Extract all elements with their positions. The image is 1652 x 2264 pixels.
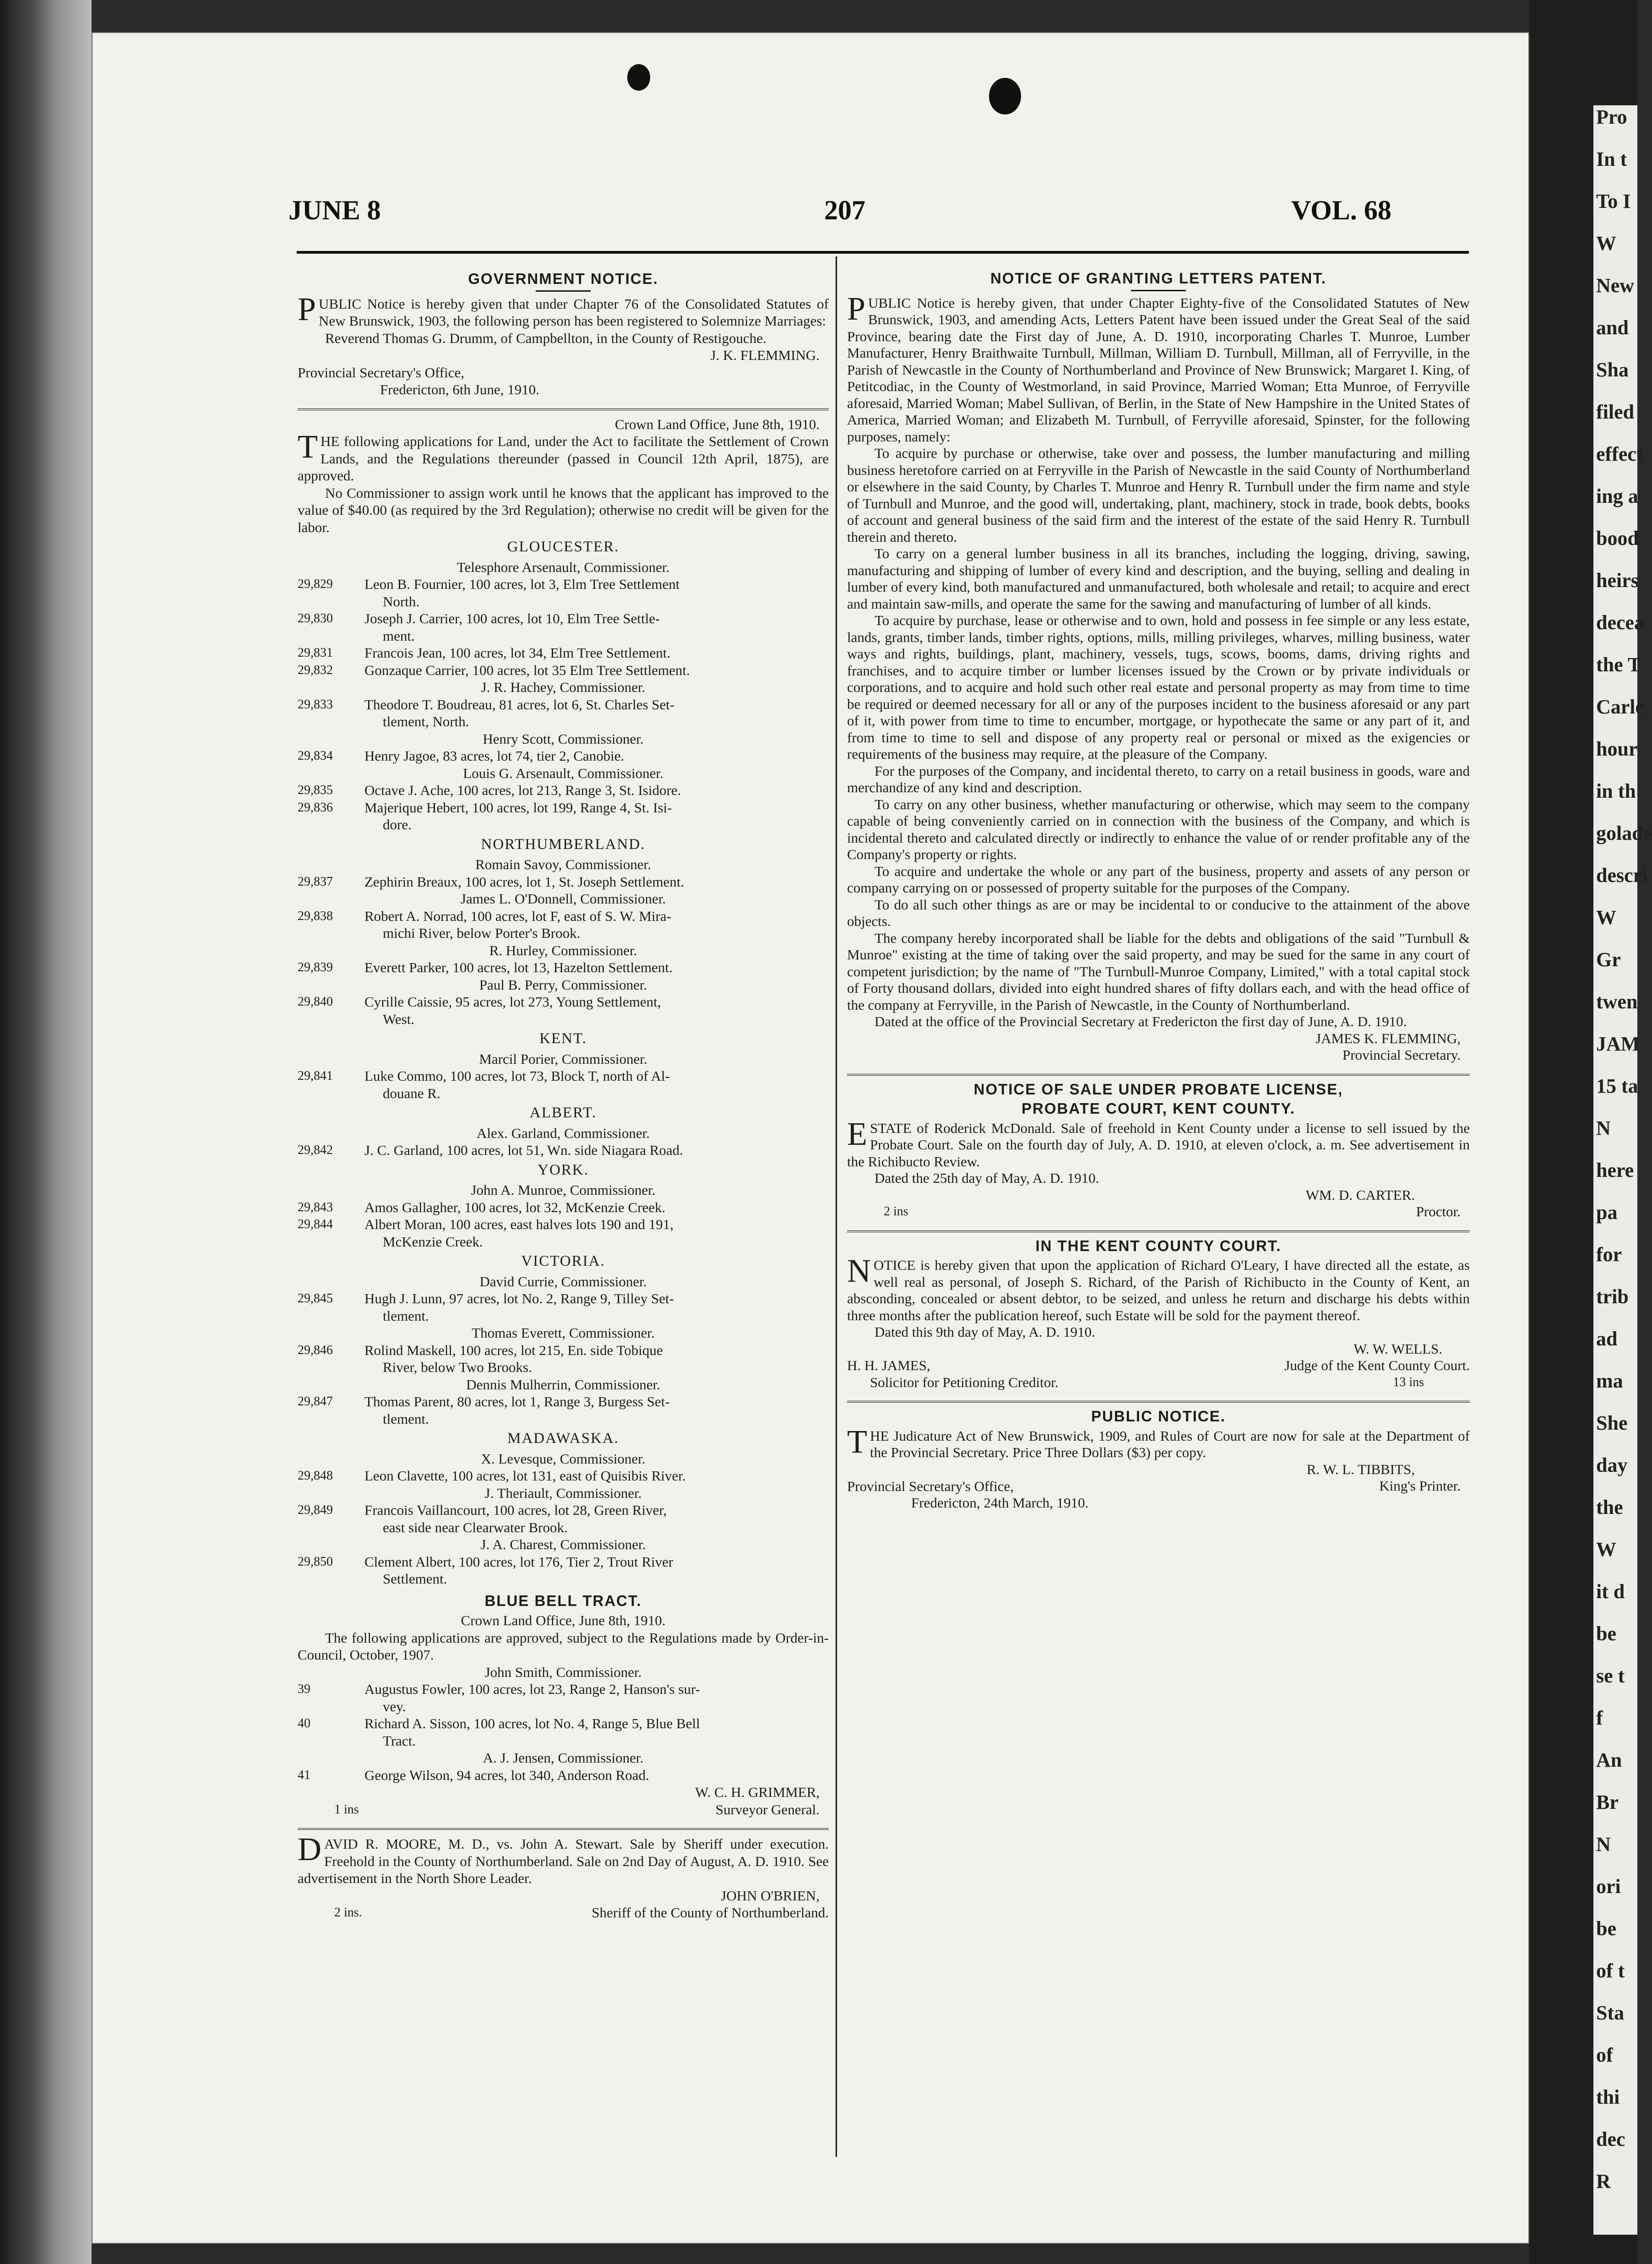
land-application-entry: [298, 782, 829, 799]
adjacent-page-fragment: dec: [1596, 2128, 1625, 2150]
application-number: 29,830: [298, 611, 333, 626]
adjacent-page-fragment: N: [1596, 1117, 1611, 1139]
crown-land-sections: [298, 539, 829, 1588]
adjacent-page-fragment: ing a: [1596, 485, 1638, 507]
application-number: 29,837: [298, 874, 333, 889]
letters-patent-paragraph: To acquire by purchase, lease or otherwise and to own, hold and possess in fee simple or any less estate, lands, grants, timber lands, timber rights, options, mills, milling privileges, wharves, milling business, water ways and rights, buildings, plant, machinery, vessels, tugs, scows, booms, dams, driving rights and franchises, and to acquire timber or lumber licenses issued by the Crown or by private individuals or corporations, and to acquire and hold such other real estate and personal property as may from time to time be required or deemed necessary for all or any of the purposes incident to the business aforesaid or any part of it, with power from time to time to encumber, mortgage, or hypothecate the same or any part of it, and from time to time to sell and dispose of any property real or personal or mixed as the exigencies or requirements of the business may require, at the pleasure of the Company.: [847, 612, 1470, 762]
commissioner-line: David Currie, Commissioner.: [479, 1273, 647, 1290]
land-application-entry: [298, 1502, 829, 1536]
adjacent-page-fragment: R: [1596, 2170, 1611, 2193]
probate-body: ESTATE of Roderick McDonald. Sale of freehold in Kent County under a license to sell issued by the Probate Court. Sale on the fourth day of July, A. D. 1910, at eleven o'clock, a. m. See advertisement in the Richibucto Review.: [847, 1115, 1470, 1170]
commissioner-line: A. J. Jensen, Commissioner.: [483, 1750, 644, 1766]
application-number: 29,834: [298, 749, 333, 763]
county-heading: KENT.: [539, 1030, 587, 1047]
application-text: [362, 1502, 829, 1536]
land-application-entry: [298, 1067, 829, 1102]
adjacent-page-fragment: day: [1596, 1454, 1628, 1476]
application-number: 39: [298, 1682, 310, 1696]
county-heading: VICTORIA.: [521, 1253, 605, 1269]
left-column: [298, 270, 829, 1921]
land-application-entry: [298, 873, 829, 891]
land-application-entry: [298, 959, 829, 976]
probate-title-line2: PROBATE COURT, KENT COUNTY.: [1022, 1100, 1295, 1117]
crown-land-conditions: No Commissioner to assign work until he knows that the applicant has improved to the value of $40.00 (as required by the 3rd Regulation); otherwise no credit will be given for the labor.: [298, 484, 829, 535]
adjacent-page-fragment: it d: [1596, 1580, 1625, 1603]
letters-patent-paragraph: PUBLIC Notice is hereby given, that under Chapter Eighty-five of the Consolidated Statutes of New Brunswick, 1903, and amending Acts, Letters Patent have been issued under the Great Seal of the said Province, bearing date the First day of June, A. D. 1910, incorporating Charles T. Munroe, Lumber Manufacturer, Henry Braithwaite Turnbull, Millman, William D. Turnbull, Millman, all of Ferryville, in the Parish of Newcastle in the County of Northumberland and Province of New Brunswick; Margaret I. King, of Petitcodiac, in the County of Westmorland, in said Province, Married Woman; Etta Munroe, of Ferryville aforesaid, Married Woman; Mabel Sullivan, of Berlin, in the State of New Hampshire in the United States of America, Married Woman; and Elizabeth M. Turnbull, of Ferryville aforesaid, Spinster, for the following purposes, namely:: [847, 290, 1470, 445]
moore-notice-signer-title: Sheriff of the County of Northumberland.: [592, 1905, 829, 1921]
letters-patent-paragraph: To acquire by purchase or otherwise, take over and possess, the lumber manufacturing and milling business heretofore carried on at Ferryville in the Parish of Newcastle in the said County of Northumberland or elsewhere in the said County, by Charles T. Munroe and Henry R. Turnbull under the firm name and style of Turnbull and Munroe, and the good will, undertaking, plant, machinery, stock in trade, book debts, books of account and general business of the said firm and the interest of the estate of the said Henry R. Turnbull therein and thereto.: [847, 445, 1470, 545]
commissioner-line: J. A. Charest, Commissioner.: [480, 1536, 646, 1552]
application-text: [362, 782, 829, 799]
adjacent-page-fragment: W: [1596, 906, 1616, 929]
commissioner-line: Henry Scott, Commissioner.: [483, 730, 644, 747]
land-application-entry: [298, 1199, 829, 1216]
application-text-line: Francois Vaillancourt, 100 acres, lot 28, Green River,: [364, 1502, 667, 1518]
land-application-entry: [298, 662, 829, 679]
application-text-continuation: tlement, North.: [383, 713, 469, 729]
adjacent-page-fragment: descri: [1596, 864, 1648, 887]
application-number: 29,843: [298, 1200, 333, 1214]
title-rule: [536, 290, 591, 292]
application-text: [362, 1393, 829, 1427]
application-text-continuation: douane R.: [383, 1085, 440, 1101]
adjacent-page-fragment: f: [1596, 1707, 1603, 1729]
government-notice-body: PUBLIC Notice is hereby given that under Chapter 76 of the Consolidated Statutes of New Brunswick, 1903, the following person has been registered to Solemnize Marriages:: [298, 290, 829, 329]
application-text-continuation: michi River, below Porter's Brook.: [383, 925, 581, 941]
right-column: [847, 270, 1470, 1512]
commissioner-line: John Smith, Commissioner.: [484, 1664, 642, 1680]
kent-court-dated: Dated this 9th day of May, A. D. 1910.: [875, 1324, 1095, 1340]
application-text: [362, 1715, 829, 1749]
land-application-entry: [298, 908, 829, 942]
adjacent-page-fragment: W: [1596, 232, 1616, 255]
application-text: [362, 696, 829, 730]
public-notice-title: PUBLIC NOTICE.: [1091, 1408, 1226, 1425]
adjacent-page-fragment: bood: [1596, 527, 1639, 550]
gov-notice-signer: J. K. FLEMMING.: [710, 347, 820, 363]
application-text-continuation: Tract.: [383, 1732, 416, 1749]
land-application-entry: [298, 696, 829, 730]
application-text: [362, 959, 829, 976]
probate-title-line1: NOTICE OF SALE UNDER PROBATE LICENSE,: [973, 1080, 1343, 1098]
application-text-line: Amos Gallagher, 100 acres, lot 32, McKenzie Creek.: [364, 1199, 666, 1215]
adjacent-page-fragment: effect: [1596, 443, 1643, 465]
letters-patent-paragraph: To do all such other things as are or may be incidental to or conducive to the attainment of the above objects.: [847, 896, 1470, 929]
application-number: 29,835: [298, 783, 333, 797]
adjacent-page-fragment: twen: [1596, 990, 1638, 1013]
public-notice-office-date: Fredericton, 24th March, 1910.: [911, 1495, 1089, 1511]
adjacent-page-fragment: Sha: [1596, 359, 1629, 381]
application-text: [362, 1681, 829, 1715]
adjacent-page-fragment: filed: [1596, 401, 1635, 423]
commissioner-line: Thomas Everett, Commissioner.: [472, 1325, 655, 1341]
application-text: [362, 1342, 829, 1376]
letters-patent-paragraph: For the purposes of the Company, and incidental thereto, to carry on a retail business in goods, ware and merchandize of any kind and description.: [847, 762, 1470, 795]
commissioner-line: Paul B. Perry, Commissioner.: [479, 976, 647, 993]
application-text: [362, 1142, 829, 1159]
land-application-entry: [298, 576, 829, 610]
land-application-entry: [298, 1393, 829, 1427]
application-text: [362, 1767, 829, 1784]
application-text-line: Zephirin Breaux, 100 acres, lot 1, St. Joseph Settlement.: [364, 873, 685, 890]
application-text-line: Clement Albert, 100 acres, lot 176, Tier 2, Trout River: [364, 1553, 674, 1570]
county-heading: MADAWASKA.: [507, 1430, 619, 1447]
land-application-entry: [298, 1715, 829, 1749]
application-number: 29,848: [298, 1469, 333, 1483]
newspaper-page: [92, 32, 1529, 2244]
volume-number: VOL. 68: [1291, 195, 1391, 225]
kent-court-solicitor: H. H. JAMES,: [847, 1357, 930, 1373]
application-text: [362, 1290, 829, 1324]
letters-patent-paragraph: To carry on a general lumber business in all its branches, including the logging, driving, sawing, manufacturing and shipping of lumber of every kind and description, and the buying, selling and dealing in lumber of every kind, both manufactured and unmanufactured, both wholesale and retail; to acquire and erect and maintain saw-mills, and operate the same for the sawing and manufacturing of lumber of all kinds.: [847, 545, 1470, 612]
book-binding-edge: [0, 0, 92, 2264]
adjacent-page-fragment: To I: [1596, 190, 1631, 212]
adjacent-page-fragment: be: [1596, 1917, 1616, 1940]
application-text: [362, 993, 829, 1028]
land-application-entry: [298, 1290, 829, 1324]
application-number: 29,832: [298, 663, 333, 677]
application-text-continuation: east side near Clearwater Brook.: [383, 1519, 568, 1535]
adjacent-page-fragment: Sta: [1596, 2002, 1625, 2024]
commissioner-line: X. Levesque, Commissioner.: [481, 1450, 646, 1467]
application-number: 29,849: [298, 1503, 333, 1517]
application-number: 29,845: [298, 1291, 333, 1306]
application-text: [362, 1216, 829, 1250]
marriage-registrant: Reverend Thomas G. Drumm, of Campbellton, in the County of Restigouche.: [325, 330, 766, 346]
application-text-line: George Wilson, 94 acres, lot 340, Anderson Road.: [364, 1767, 649, 1783]
land-application-entry: [298, 799, 829, 833]
adjacent-page-fragment: golade: [1596, 822, 1652, 844]
application-text: [362, 1199, 829, 1216]
adjacent-page-fragment: New: [1596, 274, 1635, 297]
adjacent-page-fragment: She: [1596, 1412, 1628, 1434]
application-text-continuation: North.: [383, 593, 420, 610]
blue-bell-signer: W. C. H. GRIMMER,: [695, 1784, 820, 1800]
adjacent-page-fragment: decea: [1596, 611, 1645, 634]
blue-bell-signer-title: Surveyor General.: [715, 1801, 820, 1818]
probate-notice: [847, 1074, 1470, 1220]
county-heading: GLOUCESTER.: [507, 539, 620, 555]
column-divider: [836, 256, 837, 2157]
adjacent-page-fragment: here: [1596, 1159, 1634, 1181]
county-heading: YORK.: [538, 1161, 589, 1178]
application-text-continuation: McKenzie Creek.: [383, 1233, 483, 1250]
application-number: 29,846: [298, 1343, 333, 1357]
adjacent-page-fragment: hour: [1596, 738, 1638, 760]
probate-dated: Dated the 25th day of May, A. D. 1910.: [875, 1170, 1099, 1186]
application-text: [362, 1067, 829, 1102]
commissioner-line: Dennis Mulherrin, Commissioner.: [466, 1376, 660, 1393]
header-date: JUNE 8: [288, 195, 381, 225]
moore-notice: [298, 1828, 829, 1921]
commissioner-line: Alex. Garland, Commissioner.: [477, 1125, 650, 1141]
adjacent-page-fragment: thi: [1596, 2086, 1620, 2108]
adjacent-page-fragment: the: [1596, 1496, 1623, 1518]
adjacent-page-fragment: 15 ta: [1596, 1075, 1638, 1097]
application-text-line: Cyrille Caissie, 95 acres, lot 273, Young Settlement,: [364, 994, 661, 1010]
adjacent-page-fragment: ori: [1596, 1875, 1621, 1898]
application-text: [362, 1553, 829, 1588]
commissioner-line: J. R. Hachey, Commissioner.: [481, 679, 646, 695]
kent-court-solicitor-title: Solicitor for Petitioning Creditor.: [870, 1374, 1059, 1390]
application-text: [362, 576, 829, 610]
application-text-continuation: River, below Two Brooks.: [383, 1359, 532, 1375]
kent-court-judge-title: Judge of the Kent County Court.: [1284, 1357, 1470, 1373]
application-text-line: Richard A. Sisson, 100 acres, lot No. 4, Range 5, Blue Bell: [364, 1715, 700, 1731]
gov-notice-office: Provincial Secretary's Office,: [298, 364, 464, 381]
land-application-entry: [298, 1216, 829, 1250]
adjacent-page-fragment: An: [1596, 1749, 1622, 1771]
application-text: [362, 747, 829, 765]
adjacent-page-fragment: Gr: [1596, 948, 1621, 971]
letters-patent-body: [847, 290, 1470, 1030]
commissioner-line: Telesphore Arsenault, Commissioner.: [456, 559, 670, 575]
commissioner-line: Marcil Porier, Commissioner.: [479, 1050, 647, 1067]
adjacent-page-fragment: in th: [1596, 780, 1636, 802]
application-text-line: Francois Jean, 100 acres, lot 34, Elm Tree Settlement.: [364, 645, 671, 661]
commissioner-line: R. Hurley, Commissioner.: [489, 942, 637, 958]
adjacent-page-fragment: JAM: [1596, 1033, 1640, 1055]
application-text-line: Theodore T. Boudreau, 81 acres, lot 6, St. Charles Set-: [364, 696, 675, 713]
letters-patent-title: NOTICE OF GRANTING LETTERS PATENT.: [990, 270, 1327, 287]
application-text-line: Everett Parker, 100 acres, lot 13, Hazelton Settlement.: [364, 959, 673, 975]
moore-notice-body: DAVID R. MOORE, M. D., vs. John A. Stewart. Sale by Sheriff under execution. Freehold in the County of Northumberland. Sale on 2nd Day of August, A. D. 1910. See advertisement in the North Shore Leader.: [298, 1831, 829, 1886]
adjacent-page-fragment: trib: [1596, 1285, 1629, 1308]
application-text-continuation: vey.: [383, 1698, 406, 1714]
commissioner-line: J. Theriault, Commissioner.: [484, 1485, 642, 1501]
land-application-entry: [298, 747, 829, 765]
public-notice: [847, 1401, 1470, 1512]
page-number: 207: [824, 195, 865, 225]
letters-patent-paragraph: The company hereby incorporated shall be liable for the debts and obligations of the said "Turnbull & Munroe" existing at the time of taking over the said property, and may be sued for the same in any court of competent jurisdiction; by the name of "The Turnbull-Munroe Company, Limited," with a total capital stock of Forty thousand dollars, divided into eight hundred shares of fifty dollars each, and with the head office of the company at Ferryville, in the Parish of Newcastle, in the County of Northumberland.: [847, 930, 1470, 1013]
land-application-entry: [298, 1142, 829, 1159]
commissioner-line: John A. Munroe, Commissioner.: [471, 1182, 656, 1198]
application-number: 29,847: [298, 1394, 333, 1409]
application-text: [362, 873, 829, 891]
adjacent-page-fragment: W: [1596, 1538, 1616, 1561]
county-heading: NORTHUMBERLAND.: [481, 836, 646, 853]
letters-patent-paragraph: Dated at the office of the Provincial Secretary at Fredericton the first day of June, A. D. 1910.: [875, 1013, 1407, 1029]
application-text-continuation: tlement.: [383, 1410, 429, 1427]
adjacent-page-fragment: ma: [1596, 1370, 1623, 1392]
public-notice-signer: R. W. L. TIBBITS,: [1306, 1461, 1415, 1477]
commissioner-line: Louis G. Arsenault, Commissioner.: [463, 765, 663, 781]
application-text: [362, 908, 829, 942]
commissioner-line: Romain Savoy, Commissioner.: [475, 856, 651, 872]
kent-court-judge: W. W. WELLS.: [1353, 1340, 1442, 1357]
application-text-line: Leon B. Fournier, 100 acres, lot 3, Elm Tree Settlement: [364, 576, 680, 592]
application-text-continuation: dore.: [383, 816, 412, 833]
application-number: 29,850: [298, 1554, 333, 1569]
application-text-line: Majerique Hebert, 100 acres, lot 199, Range 4, St. Isi-: [364, 799, 672, 816]
insertion-count: 2 ins: [884, 1204, 908, 1219]
application-text-line: Leon Clavette, 100 acres, lot 131, east of Quisibis River.: [364, 1468, 686, 1484]
crown-land-dateline: Crown Land Office, June 8th, 1910.: [614, 416, 820, 432]
application-number: 41: [298, 1768, 310, 1782]
blue-bell-entries: [298, 1664, 829, 1784]
probate-signer-title: Proctor.: [1416, 1203, 1461, 1219]
letters-patent-paragraph: To acquire and undertake the whole or any part of the business, property and assets of any person or company carrying on or possessed of property suitable for the purposes of the Company.: [847, 863, 1470, 896]
adjacent-page-fragment: In t: [1596, 148, 1627, 170]
application-text: [362, 644, 829, 662]
blue-bell-dateline: Crown Land Office, June 8th, 1910.: [461, 1612, 666, 1628]
punch-hole: [989, 78, 1021, 114]
adjacent-page-fragment: ad: [1596, 1328, 1618, 1350]
application-number: 29,831: [298, 646, 333, 660]
crown-land-body: THE following applications for Land, under the Act to facilitate the Settlement of Crown Lands, and the Regulations thereunder (passed in Council 12th April, 1875), are approved.: [298, 428, 829, 484]
commissioner-line: James L. O'Donnell, Commissioner.: [460, 891, 666, 907]
probate-signer: WM. D. CARTER.: [1305, 1186, 1415, 1203]
application-text-continuation: West.: [383, 1011, 414, 1027]
land-application-entry: [298, 610, 829, 644]
insertion-count: 1 ins: [334, 1802, 359, 1817]
title-rule: [1131, 290, 1186, 291]
application-text-line: Joseph J. Carrier, 100 acres, lot 10, Elm Tree Settle-: [364, 610, 660, 626]
application-number: 29,838: [298, 909, 333, 923]
adjacent-page-fragment: of: [1596, 2044, 1613, 2066]
application-text-continuation: tlement.: [383, 1307, 429, 1324]
land-application-entry: [298, 1553, 829, 1588]
adjacent-page-fragment: be: [1596, 1622, 1616, 1645]
application-text-line: Robert A. Norrad, 100 acres, lot F, east of S. W. Mira-: [364, 908, 671, 924]
application-number: 29,844: [298, 1217, 333, 1231]
application-text-line: Hugh J. Lunn, 97 acres, lot No. 2, Range 9, Tilley Set-: [364, 1290, 674, 1306]
land-application-entry: [298, 1681, 829, 1715]
application-text: [362, 610, 829, 644]
insertion-count: 13 ins: [1393, 1375, 1424, 1389]
application-number: 29,840: [298, 995, 333, 1009]
application-text-line: J. C. Garland, 100 acres, lot 51, Wn. side Niagara Road.: [364, 1142, 683, 1158]
public-notice-office: Provincial Secretary's Office,: [847, 1478, 1014, 1494]
gov-notice-office-date: Fredericton, 6th June, 1910.: [380, 381, 539, 397]
county-heading: ALBERT.: [529, 1105, 597, 1121]
application-text-line: Thomas Parent, 80 acres, lot 1, Range 3, Burgess Set-: [364, 1393, 670, 1410]
application-text-line: Albert Moran, 100 acres, east halves lots 190 and 191,: [364, 1216, 674, 1232]
blue-bell-title: BLUE BELL TRACT.: [484, 1592, 642, 1609]
letters-patent-signer: JAMES K. FLEMMING,: [1315, 1030, 1461, 1046]
land-application-entry: [298, 644, 829, 662]
kent-court-notice: [847, 1230, 1470, 1391]
application-text: [362, 662, 829, 679]
blue-bell-body: The following applications are approved, subject to the Regulations made by Order-in-Council, October, 1907.: [298, 1629, 829, 1663]
kent-court-title: IN THE KENT COUNTY COURT.: [1035, 1237, 1282, 1254]
application-text-continuation: ment.: [383, 627, 415, 644]
adjacent-page-fragment: pa: [1596, 1201, 1618, 1224]
application-text: [362, 1467, 829, 1485]
land-application-entry: [298, 1342, 829, 1376]
header-rule: [297, 251, 1469, 254]
public-notice-signer-title: King's Printer.: [1379, 1478, 1461, 1494]
moore-notice-signer: JOHN O'BRIEN,: [721, 1887, 820, 1904]
adjacent-page-fragment: and: [1596, 316, 1629, 339]
application-text-line: Luke Commo, 100 acres, lot 73, Block T, north of Al-: [364, 1068, 670, 1084]
land-application-entry: [298, 1467, 829, 1485]
application-text: [362, 799, 829, 833]
application-number: 29,839: [298, 960, 333, 974]
application-number: 40: [298, 1716, 310, 1731]
crown-land-notice: [298, 408, 829, 1588]
government-notice-title: GOVERNMENT NOTICE.: [468, 270, 658, 287]
land-application-entry: [298, 993, 829, 1028]
adjacent-page-fragment: heirs: [1596, 569, 1639, 592]
application-number: 29,829: [298, 577, 333, 591]
application-number: 29,836: [298, 800, 333, 815]
adjacent-page-fragment: of t: [1596, 1959, 1625, 1982]
application-text-line: Augustus Fowler, 100 acres, lot 23, Range 2, Hanson's sur-: [364, 1681, 700, 1697]
application-text-continuation: Settlement.: [383, 1571, 447, 1587]
adjacent-page-fragment: for: [1596, 1243, 1622, 1266]
letters-patent-paragraph: To carry on any other business, whether manufacturing or otherwise, which may seem to the company capable of being conveniently carried on in connection with the business of the Company, and which is incidental thereto and calculated directly or indirectly to enhance the value of or render profitable any of the Company's property or rights.: [847, 796, 1470, 862]
application-text-line: Octave J. Ache, 100 acres, lot 213, Range 3, St. Isidore.: [364, 782, 681, 798]
application-number: 29,841: [298, 1069, 333, 1083]
adjacent-page-fragment: Pro: [1596, 106, 1627, 128]
punch-hole: [627, 64, 650, 91]
adjacent-page-fragment: N: [1596, 1833, 1611, 1856]
application-text-line: Henry Jagoe, 83 acres, lot 74, tier 2, Canobie.: [364, 748, 625, 764]
adjacent-page-fragment: Carle: [1596, 696, 1645, 718]
land-application-entry: [298, 1767, 829, 1784]
application-text-line: Rolind Maskell, 100 acres, lot 215, En. side Tobique: [364, 1342, 663, 1358]
application-number: 29,842: [298, 1143, 333, 1157]
application-number: 29,833: [298, 697, 333, 712]
adjacent-page-strip: [1593, 105, 1652, 2235]
letters-patent-signer-title: Provincial Secretary.: [1342, 1047, 1461, 1063]
adjacent-page-fragment: the T: [1596, 653, 1641, 676]
application-text-line: Gonzaque Carrier, 100 acres, lot 35 Elm Tree Settlement.: [364, 662, 690, 678]
public-notice-body: THE Judicature Act of New Brunswick, 1909, and Rules of Court are now for sale at the Department of the Provincial Secretary. Price Three Dollars ($3) per copy.: [847, 1423, 1470, 1460]
insertion-count: 2 ins.: [334, 1905, 362, 1920]
adjacent-page-fragment: Br: [1596, 1791, 1619, 1813]
adjacent-page-fragment: se t: [1596, 1665, 1625, 1687]
kent-court-body: NOTICE is hereby given that upon the application of Richard O'Leary, I have directed all the estate, as well real as personal, of Joseph S. Richard, of the Parish of Richibucto in the County of Kent, an absconding, concealed or absent debtor, to be seized, and unless he return and discharge his debts within three months after the publication hereof, such Estate will be sold for the payment thereof.: [847, 1252, 1470, 1323]
